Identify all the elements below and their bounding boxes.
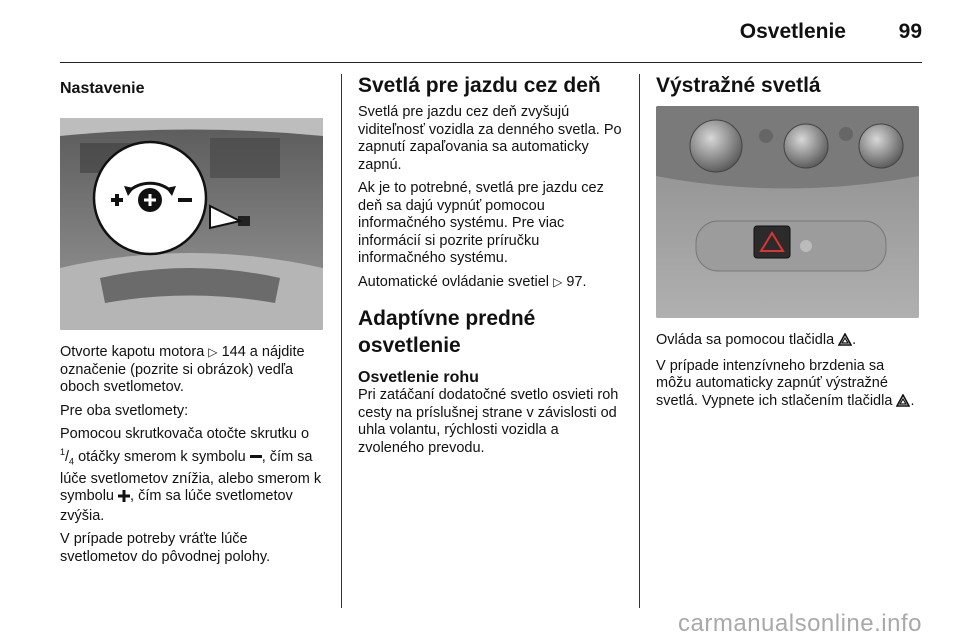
- hazard-warning-icon: [896, 394, 910, 413]
- paragraph: Svetlá pre jazdu cez deň zvyšujú viditeľnosť vozidla za denného svetla. Po zapnutí zapaľovania sa automaticky zapnú.: [358, 104, 622, 173]
- paragraph: Automatické ovládanie svetiel ▷ 97.: [358, 273, 587, 290]
- paragraph: Pomocou skrutkovača otočte skrutku o $^1/_4$ otáčky smerom k symbolu , čím sa lúče svetlometov znížia, alebo smerom k symbolu , čím sa lúče svetlometov zvýšia.: [60, 426, 322, 524]
- dashboard-hazard-button-photo: [656, 106, 919, 318]
- paragraph: Pri zatáčaní dodatočné svetlo osvieti roh cesty na príslušnej strane v závislosti od uhla volantu, rýchlosti vozidla a zvoleného prevodu.: [358, 387, 619, 456]
- hazard-warning-icon: [838, 333, 852, 352]
- column-headlight-adjustment: [60, 68, 326, 572]
- column-daytime-lights: [358, 68, 624, 463]
- paragraph: Otvorte kapotu motora ▷ 144 a nájdite označenie (pozrite si obrázok) vedľa oboch svetlometov.: [60, 344, 305, 395]
- page-ref-arrow-icon: ▷: [553, 274, 563, 289]
- subsection-heading: Osvetlenie rohu: [358, 369, 479, 386]
- page-title: Osvetlenie: [739, 20, 846, 43]
- paragraph: Ovláda sa pomocou tlačidla .: [656, 332, 922, 352]
- watermark: carmanualsonline.info: [678, 610, 922, 637]
- paragraph: Pre oba svetlomety:: [60, 402, 189, 419]
- column-divider: [341, 74, 342, 608]
- column-hazard-lights: [656, 68, 922, 418]
- page-number: 99: [898, 20, 922, 43]
- page-header: [60, 0, 922, 63]
- engine-bay-photo: [60, 118, 323, 330]
- section-heading: Nastavenie: [60, 80, 145, 97]
- plus-icon: [118, 490, 130, 508]
- minus-icon: [250, 450, 262, 468]
- section-heading: Adaptívne predné osvetlenie: [358, 307, 536, 357]
- section-heading: Svetlá pre jazdu cez deň: [358, 74, 601, 97]
- paragraph: V prípade intenzívneho brzdenia sa môžu automaticky zapnúť výstražné svetlá. Vypnete ich stlačením tlačidla .: [656, 358, 922, 413]
- column-divider: [639, 74, 640, 608]
- paragraph: Ak je to potrebné, svetlá pre jazdu cez deň sa dajú vypnúť pomocou informačného systému. Pre viac informácií si pozrite príručku informačného systému.: [358, 180, 604, 266]
- section-heading: Výstražné svetlá: [656, 74, 821, 97]
- page-ref-arrow-icon: ▷: [208, 345, 218, 359]
- paragraph: V prípade potreby vráťte lúče svetlometov do pôvodnej polohy.: [60, 531, 271, 565]
